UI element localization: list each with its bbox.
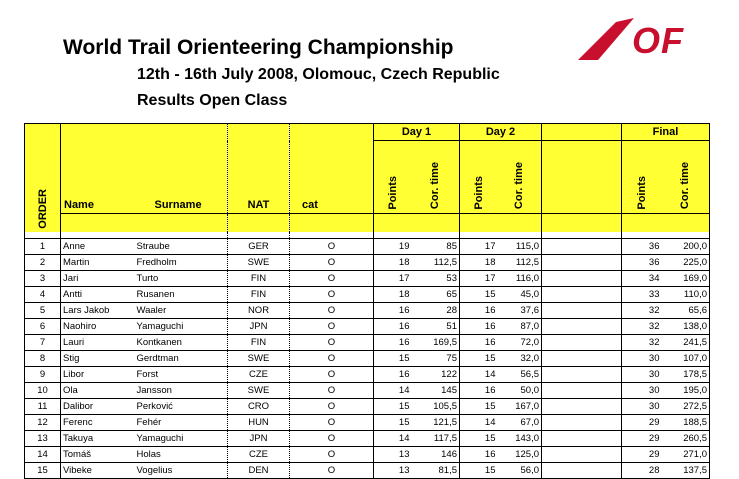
final-time-cell: 225,0 xyxy=(662,254,710,270)
final-time-header: Cor. time xyxy=(662,141,710,214)
final-time-cell: 107,0 xyxy=(662,350,710,366)
final-points-cell: 30 xyxy=(622,366,662,382)
final-time-cell: 65,6 xyxy=(662,302,710,318)
surname-cell: Fredholm xyxy=(135,254,228,270)
empty-cell xyxy=(542,430,622,446)
day2-time-cell: 125,0 xyxy=(498,446,542,462)
surname-cell: Jansson xyxy=(135,382,228,398)
empty-cell xyxy=(542,462,622,478)
cat-cell: O xyxy=(290,286,374,302)
day2-header: Day 2 xyxy=(460,124,542,141)
name-cell: Ola xyxy=(61,382,135,398)
results-body xyxy=(25,238,710,478)
iof-logo xyxy=(576,14,718,64)
final-time-cell: 169,0 xyxy=(662,270,710,286)
nat-cell: JPN xyxy=(228,430,290,446)
name-cell: Stig xyxy=(61,350,135,366)
order-cell: 8 xyxy=(25,350,61,366)
day1-points-cell: 14 xyxy=(374,430,412,446)
day2-points-cell: 14 xyxy=(460,366,498,382)
order-cell: 10 xyxy=(25,382,61,398)
day1-time-cell: 121,5 xyxy=(412,414,460,430)
day1-points-cell: 15 xyxy=(374,398,412,414)
empty-cell xyxy=(542,334,622,350)
final-time-cell: 260,5 xyxy=(662,430,710,446)
table-row xyxy=(25,366,710,382)
order-cell: 6 xyxy=(25,318,61,334)
final-points-cell: 34 xyxy=(622,270,662,286)
table-row xyxy=(25,446,710,462)
day1-time-cell: 81,5 xyxy=(412,462,460,478)
day1-time-cell: 105,5 xyxy=(412,398,460,414)
cat-header: cat xyxy=(290,141,374,214)
day2-points-cell: 15 xyxy=(460,462,498,478)
day1-points-cell: 16 xyxy=(374,334,412,350)
final-time-cell: 200,0 xyxy=(662,238,710,254)
day1-time-cell: 117,5 xyxy=(412,430,460,446)
day2-points-cell: 16 xyxy=(460,318,498,334)
order-cell: 14 xyxy=(25,446,61,462)
final-time-cell: 272,5 xyxy=(662,398,710,414)
empty-cell xyxy=(542,318,622,334)
nat-cell: HUN xyxy=(228,414,290,430)
surname-cell: Yamaguchi xyxy=(135,318,228,334)
nat-cell: SWE xyxy=(228,350,290,366)
final-time-cell: 188,5 xyxy=(662,414,710,430)
event-dates-location: 12th - 16th July 2008, Olomouc, Czech Republic xyxy=(137,66,500,83)
order-cell: 13 xyxy=(25,430,61,446)
nat-cell: FIN xyxy=(228,270,290,286)
table-row xyxy=(25,462,710,478)
order-cell: 12 xyxy=(25,414,61,430)
name-cell: Tomáš xyxy=(61,446,135,462)
empty-cell xyxy=(542,270,622,286)
table-row xyxy=(25,270,710,286)
order-cell: 15 xyxy=(25,462,61,478)
day2-time-cell: 32,0 xyxy=(498,350,542,366)
order-cell: 5 xyxy=(25,302,61,318)
day2-time-cell: 115,0 xyxy=(498,238,542,254)
cat-cell: O xyxy=(290,238,374,254)
day1-time-cell: 122 xyxy=(412,366,460,382)
nat-cell: JPN xyxy=(228,318,290,334)
surname-cell: Gerdtman xyxy=(135,350,228,366)
day1-points-cell: 18 xyxy=(374,286,412,302)
cat-cell: O xyxy=(290,318,374,334)
table-row xyxy=(25,430,710,446)
day2-points-cell: 16 xyxy=(460,302,498,318)
surname-cell: Fehér xyxy=(135,414,228,430)
day1-time-cell: 145 xyxy=(412,382,460,398)
cat-cell: O xyxy=(290,446,374,462)
day1-points-cell: 19 xyxy=(374,238,412,254)
table-row xyxy=(25,334,710,350)
day1-points-cell: 16 xyxy=(374,366,412,382)
cat-cell: O xyxy=(290,302,374,318)
cat-cell: O xyxy=(290,254,374,270)
final-points-cell: 30 xyxy=(622,382,662,398)
day1-points-cell: 18 xyxy=(374,254,412,270)
surname-cell: Kontkanen xyxy=(135,334,228,350)
day2-time-cell: 50,0 xyxy=(498,382,542,398)
surname-cell: Forst xyxy=(135,366,228,382)
day1-time-cell: 28 xyxy=(412,302,460,318)
name-cell: Antti xyxy=(61,286,135,302)
day2-time-cell: 72,0 xyxy=(498,334,542,350)
final-points-cell: 36 xyxy=(622,254,662,270)
empty-cell xyxy=(542,446,622,462)
name-cell: Martin xyxy=(61,254,135,270)
cat-cell: O xyxy=(290,382,374,398)
day2-time-cell: 116,0 xyxy=(498,270,542,286)
day1-time-cell: 65 xyxy=(412,286,460,302)
order-cell: 1 xyxy=(25,238,61,254)
table-row xyxy=(25,302,710,318)
final-points-cell: 36 xyxy=(622,238,662,254)
empty-cell xyxy=(542,414,622,430)
surname-cell: Straube xyxy=(135,238,228,254)
order-header: ORDER xyxy=(25,124,61,232)
name-cell: Dalibor xyxy=(61,398,135,414)
final-time-cell: 178,5 xyxy=(662,366,710,382)
day2-time-cell: 37,6 xyxy=(498,302,542,318)
table-row xyxy=(25,318,710,334)
final-points-cell: 29 xyxy=(622,446,662,462)
nat-cell: FIN xyxy=(228,334,290,350)
order-cell: 9 xyxy=(25,366,61,382)
surname-cell: Vogelius xyxy=(135,462,228,478)
final-points-cell: 30 xyxy=(622,350,662,366)
name-cell: Ferenc xyxy=(61,414,135,430)
order-cell: 3 xyxy=(25,270,61,286)
day2-points-cell: 14 xyxy=(460,414,498,430)
surname-cell: Rusanen xyxy=(135,286,228,302)
day2-points-cell: 17 xyxy=(460,270,498,286)
empty-cell xyxy=(542,286,622,302)
name-cell: Lars Jakob xyxy=(61,302,135,318)
final-points-cell: 28 xyxy=(622,462,662,478)
nat-cell: CRO xyxy=(228,398,290,414)
name-cell: Vibeke xyxy=(61,462,135,478)
final-time-cell: 138,0 xyxy=(662,318,710,334)
surname-cell: Perković xyxy=(135,398,228,414)
day1-points-cell: 13 xyxy=(374,462,412,478)
cat-cell: O xyxy=(290,366,374,382)
final-points-cell: 29 xyxy=(622,414,662,430)
nat-cell: DEN xyxy=(228,462,290,478)
empty-cell xyxy=(542,238,622,254)
order-cell: 7 xyxy=(25,334,61,350)
day1-time-header: Cor. time xyxy=(412,141,460,214)
day1-points-cell: 14 xyxy=(374,382,412,398)
name-cell: Libor xyxy=(61,366,135,382)
final-header: Final xyxy=(622,124,710,141)
day2-time-cell: 143,0 xyxy=(498,430,542,446)
day2-points-cell: 15 xyxy=(460,398,498,414)
day2-points-cell: 15 xyxy=(460,350,498,366)
nat-cell: FIN xyxy=(228,286,290,302)
day1-time-cell: 169,5 xyxy=(412,334,460,350)
nat-cell: SWE xyxy=(228,382,290,398)
day2-points-cell: 18 xyxy=(460,254,498,270)
results-class-heading: Results Open Class xyxy=(137,92,288,109)
final-points-cell: 32 xyxy=(622,334,662,350)
day2-time-cell: 56,0 xyxy=(498,462,542,478)
day2-points-cell: 16 xyxy=(460,382,498,398)
table-row xyxy=(25,238,710,254)
final-time-cell: 241,5 xyxy=(662,334,710,350)
day2-time-cell: 56,5 xyxy=(498,366,542,382)
results-table xyxy=(24,123,710,479)
nat-cell: CZE xyxy=(228,366,290,382)
nat-cell: GER xyxy=(228,238,290,254)
day1-points-cell: 16 xyxy=(374,302,412,318)
empty-cell xyxy=(542,382,622,398)
nat-cell: NOR xyxy=(228,302,290,318)
day2-time-cell: 167,0 xyxy=(498,398,542,414)
final-points-cell: 32 xyxy=(622,318,662,334)
day1-points-header: Points xyxy=(374,141,412,214)
name-cell: Jari xyxy=(61,270,135,286)
name-header: Name xyxy=(61,141,135,214)
nat-cell: CZE xyxy=(228,446,290,462)
final-points-cell: 32 xyxy=(622,302,662,318)
cat-cell: O xyxy=(290,462,374,478)
day1-points-cell: 17 xyxy=(374,270,412,286)
table-row xyxy=(25,398,710,414)
day1-points-cell: 16 xyxy=(374,318,412,334)
cat-cell: O xyxy=(290,334,374,350)
day2-time-cell: 112,5 xyxy=(498,254,542,270)
empty-cell xyxy=(542,254,622,270)
cat-cell: O xyxy=(290,398,374,414)
final-points-cell: 33 xyxy=(622,286,662,302)
day1-points-cell: 15 xyxy=(374,414,412,430)
iof-logo-text: OF xyxy=(632,20,684,61)
surname-cell: Waaler xyxy=(135,302,228,318)
surname-cell: Turto xyxy=(135,270,228,286)
final-time-cell: 110,0 xyxy=(662,286,710,302)
day2-points-cell: 15 xyxy=(460,430,498,446)
day2-points-cell: 16 xyxy=(460,334,498,350)
surname-cell: Holas xyxy=(135,446,228,462)
day1-points-cell: 15 xyxy=(374,350,412,366)
empty-cell xyxy=(542,350,622,366)
table-row xyxy=(25,254,710,270)
surname-header: Surname xyxy=(135,141,228,214)
final-time-cell: 137,5 xyxy=(662,462,710,478)
empty-cell xyxy=(542,366,622,382)
empty-cell xyxy=(542,302,622,318)
table-row xyxy=(25,414,710,430)
cat-cell: O xyxy=(290,350,374,366)
day2-time-cell: 67,0 xyxy=(498,414,542,430)
day2-points-cell: 17 xyxy=(460,238,498,254)
name-cell: Takuya xyxy=(61,430,135,446)
empty-cell xyxy=(542,398,622,414)
day2-time-cell: 45,0 xyxy=(498,286,542,302)
order-cell: 11 xyxy=(25,398,61,414)
cat-cell: O xyxy=(290,270,374,286)
final-points-cell: 30 xyxy=(622,398,662,414)
day2-points-header: Points xyxy=(460,141,498,214)
day1-time-cell: 112,5 xyxy=(412,254,460,270)
day1-time-cell: 51 xyxy=(412,318,460,334)
nat-cell: SWE xyxy=(228,254,290,270)
day1-points-cell: 13 xyxy=(374,446,412,462)
surname-cell: Yamaguchi xyxy=(135,430,228,446)
order-cell: 2 xyxy=(25,254,61,270)
table-row xyxy=(25,350,710,366)
final-time-cell: 271,0 xyxy=(662,446,710,462)
name-cell: Anne xyxy=(61,238,135,254)
document-title: World Trail Orienteering Championship xyxy=(63,36,454,59)
table-row xyxy=(25,286,710,302)
final-points-cell: 29 xyxy=(622,430,662,446)
day2-points-cell: 16 xyxy=(460,446,498,462)
day1-time-cell: 85 xyxy=(412,238,460,254)
cat-cell: O xyxy=(290,430,374,446)
table-row xyxy=(25,382,710,398)
nat-header: NAT xyxy=(228,141,290,214)
day2-time-cell: 87,0 xyxy=(498,318,542,334)
day1-time-cell: 53 xyxy=(412,270,460,286)
final-time-cell: 195,0 xyxy=(662,382,710,398)
cat-cell: O xyxy=(290,414,374,430)
order-cell: 4 xyxy=(25,286,61,302)
name-cell: Lauri xyxy=(61,334,135,350)
day2-time-header: Cor. time xyxy=(498,141,542,214)
day2-points-cell: 15 xyxy=(460,286,498,302)
name-cell: Naohiro xyxy=(61,318,135,334)
day1-time-cell: 146 xyxy=(412,446,460,462)
day1-header: Day 1 xyxy=(374,124,460,141)
final-points-header: Points xyxy=(622,141,662,214)
day1-time-cell: 75 xyxy=(412,350,460,366)
